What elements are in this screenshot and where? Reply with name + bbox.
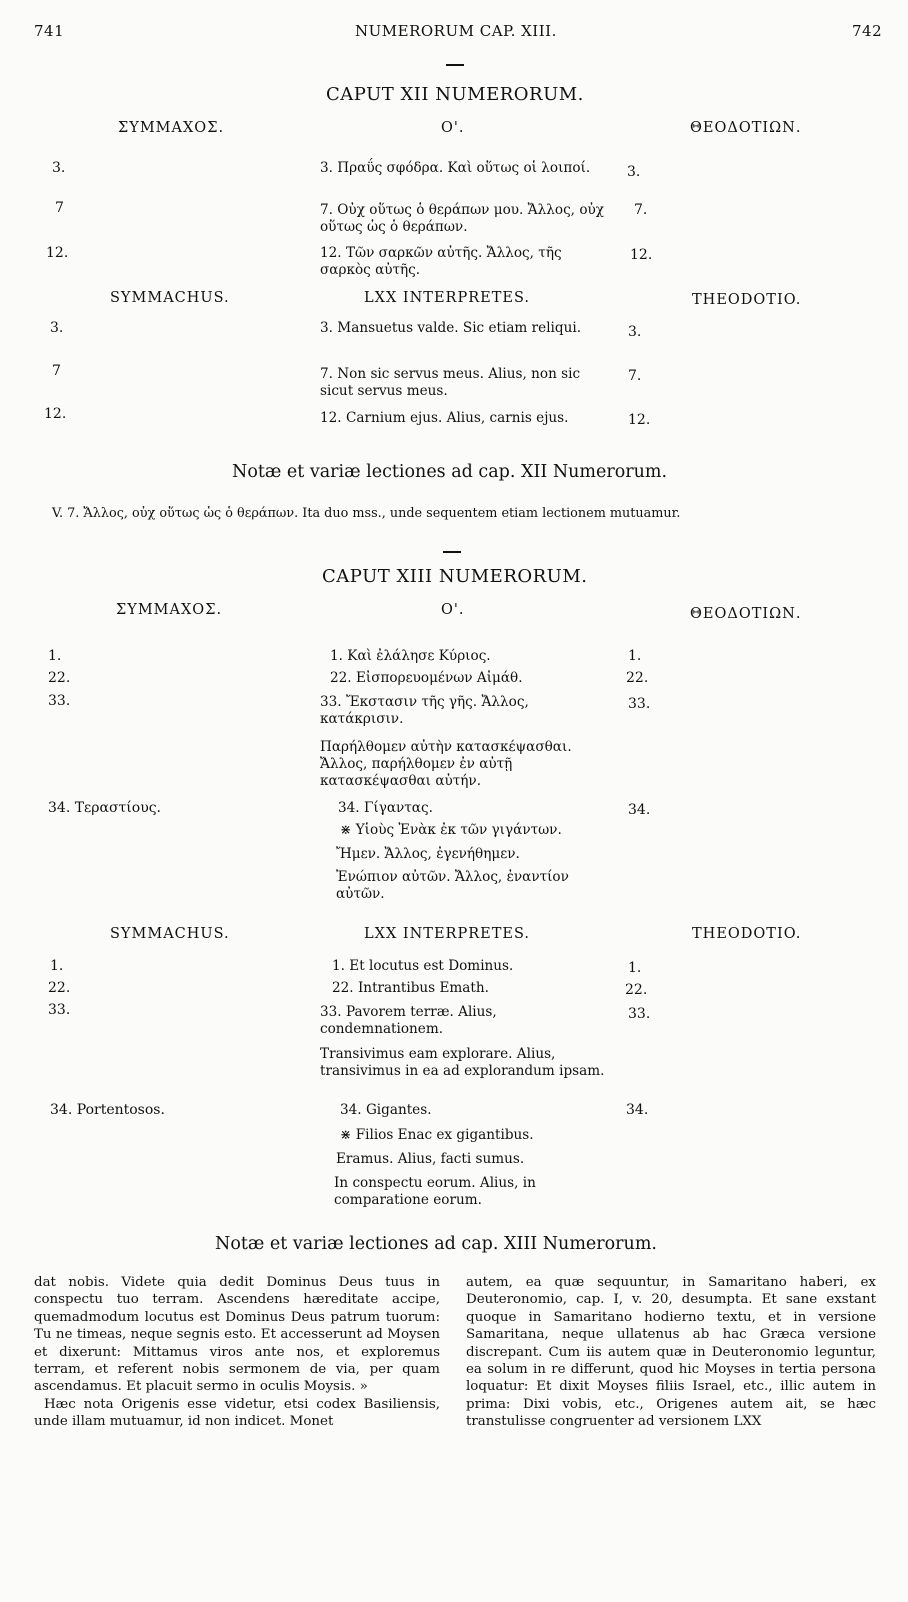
- verse-number: 1.: [628, 960, 642, 976]
- verse-number: 33.: [48, 693, 71, 709]
- septuagint-reading: Ἐνώπιον αὐτῶν. Ἄλλος, ἐναντίον αὐτῶν.: [336, 869, 569, 902]
- notes-paragraph: dat nobis. Videte quia dedit Dominus Deus tuus in conspectu tuo terram. Ascendens hæreditate accipe, quemadmodum locutus est Dominus Deus patrum tuorum: Tu ne timeas, neque segnis esto. Et accesserunt ad Moysen et dixerunt: Mittamus viros ante nos, et exploremus terram, et referent nobis sermonem de via, per quam ascendamus. Et placuit sermo in oculis Moysis. »: [34, 1275, 440, 1395]
- notes-paragraph: autem, ea quæ sequuntur, in Samaritano haberi, ex Deuteronomio, cap. I, v. 20, desumpta. Et sane exstant quoque in Samaritano hodierno textu, et in versione Samaritana, neque ullatenus ab hac Græca versione discrepant. Cum iis autem quæ in Deuteronomio leguntur, ea solum in re differunt, quod hic Moyses in tertia persona loquatur: Et dixit Moyses filiis Israel, etc., illic autem in prima: Dixi vobis, etc., Origenes autem ait, se hæc transtulisse congruenter ad versionem LXX: [466, 1275, 876, 1430]
- verse-number: 3.: [52, 160, 66, 176]
- separator-dash: [446, 64, 464, 66]
- caput-13-title: CAPUT XIII NUMERORUM.: [322, 566, 588, 587]
- septuagint-latin-reading: Eramus. Alius, facti sumus.: [336, 1151, 525, 1167]
- septuagint-reading: 34. Γίγαντας.: [338, 800, 433, 816]
- verse-number: 1.: [628, 648, 642, 664]
- notes-heading-cap12: Notæ et variæ lectiones ad cap. XII Numerorum.: [232, 462, 668, 482]
- symmachus-reading: 34. Τεραστίους.: [48, 800, 162, 816]
- septuagint-reading: 22. Εἰσπορευομένων Αἰμάθ.: [330, 670, 523, 686]
- caput-12-title: CAPUT XII NUMERORUM.: [326, 84, 584, 105]
- verse-number: 12.: [44, 406, 67, 422]
- separator-dash: [443, 551, 461, 553]
- notes-column-right: [466, 1274, 876, 1431]
- symmachus-latin-heading: SYMMACHUS.: [110, 926, 230, 942]
- septuagint-latin-reading: 7. Non sic servus meus. Alius, non sic sicut servus meus.: [320, 366, 581, 399]
- septuagint-latin-reading: In conspectu eorum. Alius, in comparatione eorum.: [334, 1175, 536, 1208]
- verse-number: 7.: [628, 368, 642, 384]
- verse-number: 7: [55, 200, 64, 216]
- theodotio-latin-heading: THEODOTIO.: [692, 292, 802, 308]
- symmachus-latin-heading: SYMMACHUS.: [110, 290, 230, 306]
- page-number-right: 742: [852, 22, 883, 40]
- septuagint-latin-reading: 22. Intrantibus Emath.: [332, 980, 489, 996]
- verse-number: 3.: [628, 324, 642, 340]
- verse-number: 33.: [628, 696, 651, 712]
- verse-number: 12.: [628, 412, 651, 428]
- verse-number: 22.: [48, 670, 71, 686]
- theodotion-greek-heading: ΘΕΟΔΟΤΙΩΝ.: [690, 120, 802, 136]
- variant-note: V. 7. Ἄλλος, οὐχ οὕτως ὡς ὁ θεράπων. Ita duo mss., unde sequentem etiam lectionem mutuamur.: [52, 506, 681, 521]
- verse-number: 22.: [626, 670, 649, 686]
- verse-number: 22.: [625, 982, 648, 998]
- notes-column-left: [34, 1274, 440, 1431]
- verse-number: 3.: [627, 164, 641, 180]
- verse-number: 7.: [634, 202, 648, 218]
- verse-number: 34.: [628, 802, 651, 818]
- septuagint-latin-reading: 34. Gigantes.: [340, 1102, 432, 1118]
- theodotio-latin-heading: THEODOTIO.: [692, 926, 802, 942]
- verse-number: 3.: [50, 320, 64, 336]
- septuagint-latin-reading: 3. Mansuetus valde. Sic etiam reliqui.: [320, 320, 582, 336]
- septuagint-latin-reading: ⋇ Filios Enac ex gigantibus.: [340, 1127, 534, 1143]
- running-title: NUMERORUM CAP. XIII.: [355, 22, 557, 40]
- verse-number: 33.: [628, 1006, 651, 1022]
- verse-number: 12.: [630, 247, 653, 263]
- symmachus-latin-reading: 34. Portentosos.: [50, 1102, 165, 1118]
- verse-number: 33.: [48, 1002, 71, 1018]
- septuagint-latin-reading: 33. Pavorem terræ. Alius, condemnationem.: [320, 1004, 497, 1037]
- septuagint-latin-reading: Transivimus eam explorare. Alius, transivimus in ea ad explorandum ipsam.: [320, 1046, 605, 1079]
- septuagint-reading: 12. Τῶν σαρκῶν αὐτῆς. Ἄλλος, τῆς σαρκὸς αὐτῆς.: [320, 245, 562, 278]
- symmachus-greek-heading: ΣΥΜΜΑΧΟΣ.: [116, 602, 223, 618]
- verse-number: 22.: [48, 980, 71, 996]
- septuagint-greek-heading: Ο'.: [441, 120, 465, 136]
- notes-heading-cap13: Notæ et variæ lectiones ad cap. XIII Numerorum.: [215, 1234, 657, 1254]
- septuagint-reading: Παρήλθομεν αὐτὴν κατασκέψασθαι. Ἄλλος, παρήλθομεν ἐν αὐτῇ κατασκέψασθαι αὐτήν.: [320, 739, 572, 789]
- septuagint-greek-heading: Ο'.: [441, 602, 465, 618]
- septuagint-latin-heading: LXX INTERPRETES.: [364, 926, 531, 942]
- septuagint-reading: 33. Ἔκστασιν τῆς γῆς. Ἄλλος, κατάκρισιν.: [320, 694, 529, 727]
- verse-number: 34.: [626, 1102, 649, 1118]
- septuagint-reading: ⋇ Υἱοὺς Ἐνὰκ ἐκ τῶν γιγάντων.: [340, 822, 562, 838]
- septuagint-reading: 1. Καὶ ἐλάλησε Κύριος.: [330, 648, 491, 664]
- page-number-left: 741: [34, 22, 65, 40]
- theodotion-greek-heading: ΘΕΟΔΟΤΙΩΝ.: [690, 606, 802, 622]
- symmachus-greek-heading: ΣΥΜΜΑΧΟΣ.: [118, 120, 225, 136]
- septuagint-latin-reading: 12. Carnium ejus. Alius, carnis ejus.: [320, 410, 569, 426]
- septuagint-reading: 7. Οὐχ οὕτως ὁ θεράπων μου. Ἄλλος, οὐχ οὕτως ὡς ὁ θεράπων.: [320, 202, 605, 235]
- verse-number: 1.: [48, 648, 62, 664]
- septuagint-latin-heading: LXX INTERPRETES.: [364, 290, 531, 306]
- septuagint-latin-reading: 1. Et locutus est Dominus.: [332, 958, 514, 974]
- verse-number: 1.: [50, 958, 64, 974]
- verse-number: 7: [52, 363, 61, 379]
- septuagint-reading: 3. Πραΰς σφόδρα. Καὶ οὕτως οἱ λοιποί.: [320, 160, 591, 176]
- verse-number: 12.: [46, 245, 69, 261]
- notes-paragraph: Hæc nota Origenis esse videtur, etsi codex Basiliensis, unde illam mutuamur, id non indicet. Monet: [34, 1396, 440, 1430]
- septuagint-reading: Ἤμεν. Ἄλλος, ἐγενήθημεν.: [336, 846, 520, 862]
